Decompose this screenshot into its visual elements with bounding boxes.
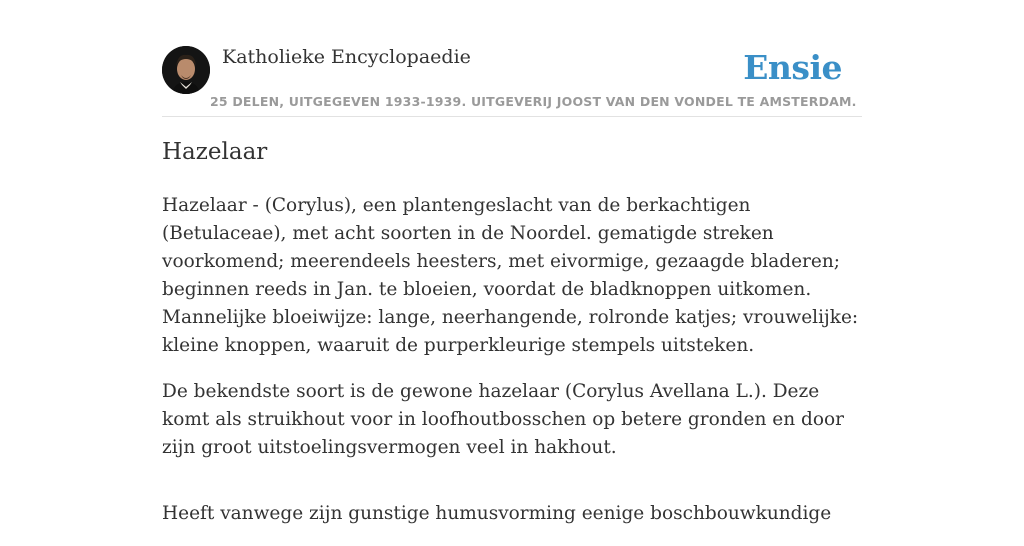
article-paragraph: De bekendste soort is de gewone hazelaar (Corylus Avellana L.). Deze komt als struikhout voor in loofhoutbosschen op betere gronden en door zijn groot uitstoelingsvermogen veel in hakhout. xyxy=(162,381,844,458)
portrait-avatar-icon[interactable] xyxy=(162,46,210,94)
source-meta: 25 DELEN, UITGEGEVEN 1933-1939. UITGEVERIJ JOOST VAN DEN VONDEL TE AMSTERDAM. xyxy=(210,94,857,109)
source-header xyxy=(162,44,862,117)
source-title[interactable]: Katholieke Encyclopaedie xyxy=(222,46,471,68)
article-paragraph: Heeft vanwege zijn gunstige humusvorming eenige boschbouwkundige xyxy=(162,503,832,524)
brand-logo-link[interactable]: Ensie xyxy=(743,48,842,87)
article-title: Hazelaar xyxy=(162,139,268,165)
article-paragraph: Hazelaar - (Corylus), een plantengeslacht van de berkachtigen (Betulaceae), met acht soorten in de Noordel. gematigde streken voorkomend; meerendeels heesters, met eivormige, gezaagde bladeren; beginnen reeds in Jan. te bloeien, voordat de bladknoppen uitkomen. Mannelijke bloeiwijze: lange, neerhangende, rolronde katjes; vrouwelijke: kleine knoppen, waaruit de purperkleurige stempels uitsteken. xyxy=(162,195,859,356)
article-body xyxy=(162,192,864,546)
